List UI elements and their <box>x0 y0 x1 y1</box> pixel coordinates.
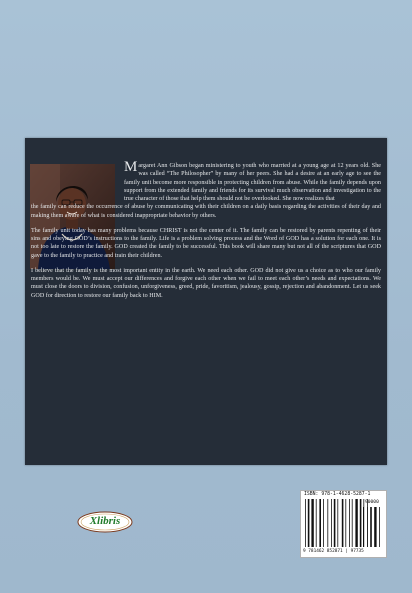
barcode-bar <box>334 499 336 547</box>
barcode-addon-bar <box>363 507 364 547</box>
blurb-paragraph-1-side: argaret Ann Gibson began ministering to youth who married at a young age at 12 years old. She was called “The Philosopher” by many of her peers. She had a desire at an early age to see the family unit become more responsible in protecting children from abuse. While the family depends upon support from the extended family and friends for its survival much observation and investigation to the true character of those that help them should not be overlooked. She now realizes that <box>124 163 381 202</box>
blurb-paragraph-1 <box>31 159 381 203</box>
barcode-bar <box>342 499 344 547</box>
barcode-bar <box>352 499 353 547</box>
barcode-bar <box>316 499 317 547</box>
blurb-text <box>31 159 381 307</box>
barcode-bar <box>323 499 324 547</box>
isbn-digits: 9 781462 852871 | 97735 <box>303 549 364 554</box>
barcode-bar <box>311 499 313 547</box>
barcode-bar <box>308 499 310 547</box>
barcode-bar <box>337 499 338 547</box>
barcode-bar <box>355 499 357 547</box>
barcode-addon-bar <box>370 507 372 547</box>
barcode-addon-bar <box>367 507 368 547</box>
barcode-bar <box>360 499 362 547</box>
barcode-bar <box>319 499 321 547</box>
barcode-image <box>301 491 386 557</box>
drop-cap: M <box>124 159 138 175</box>
xlibris-logo-text: Xlibris <box>89 515 121 527</box>
barcode-bar <box>305 499 306 547</box>
barcode-box <box>300 490 387 558</box>
publisher-logo <box>77 511 133 533</box>
blurb-paragraph-2: The family unit today has many problems because CHRIST is not the center of it. The family can be restored by parents repenting of their sins and obeying GOD’s instructions to the family. Life is a problem solving process and the Word of GOD has a solution for each one. It is not too late to restore the family. GOD created the family to be successful. This book will share many but not all of the scriptures that GOD gave to the family to practice and train their children. <box>31 227 381 259</box>
barcode-addon-bar <box>379 507 380 547</box>
barcode-bar <box>331 499 332 547</box>
price-code: 90000 <box>365 500 379 505</box>
blurb-paragraph-3: I believe that the family is the most important entity in the earth. We need each other. GOD did not give us a choice as to who our family members would be. We must accept our differences and forgive each other when we fail to meet each other’s needs and expectations. We must close the doors to division, confusion, unforgiveness, greed, pride, favoritism, jealousy, gossip, rejection and abandonment. Let us seek GOD for direction to restore our family back to HIM. <box>31 267 381 299</box>
barcode-addon-bar <box>374 507 376 547</box>
blurb-paragraph-1-continued: the family can reduce the occurrence of abuse by communicating with their children on a daily basis regarding the activities of their day and making them aware of what is considered inappropriate behavior by others. <box>31 204 381 219</box>
barcode-bar <box>349 499 350 547</box>
isbn-label: ISBN: 978-1-4628-5287-1 <box>304 492 371 497</box>
barcode-bar <box>327 499 328 547</box>
barcode-bar <box>345 499 346 547</box>
text-panel <box>25 138 387 465</box>
